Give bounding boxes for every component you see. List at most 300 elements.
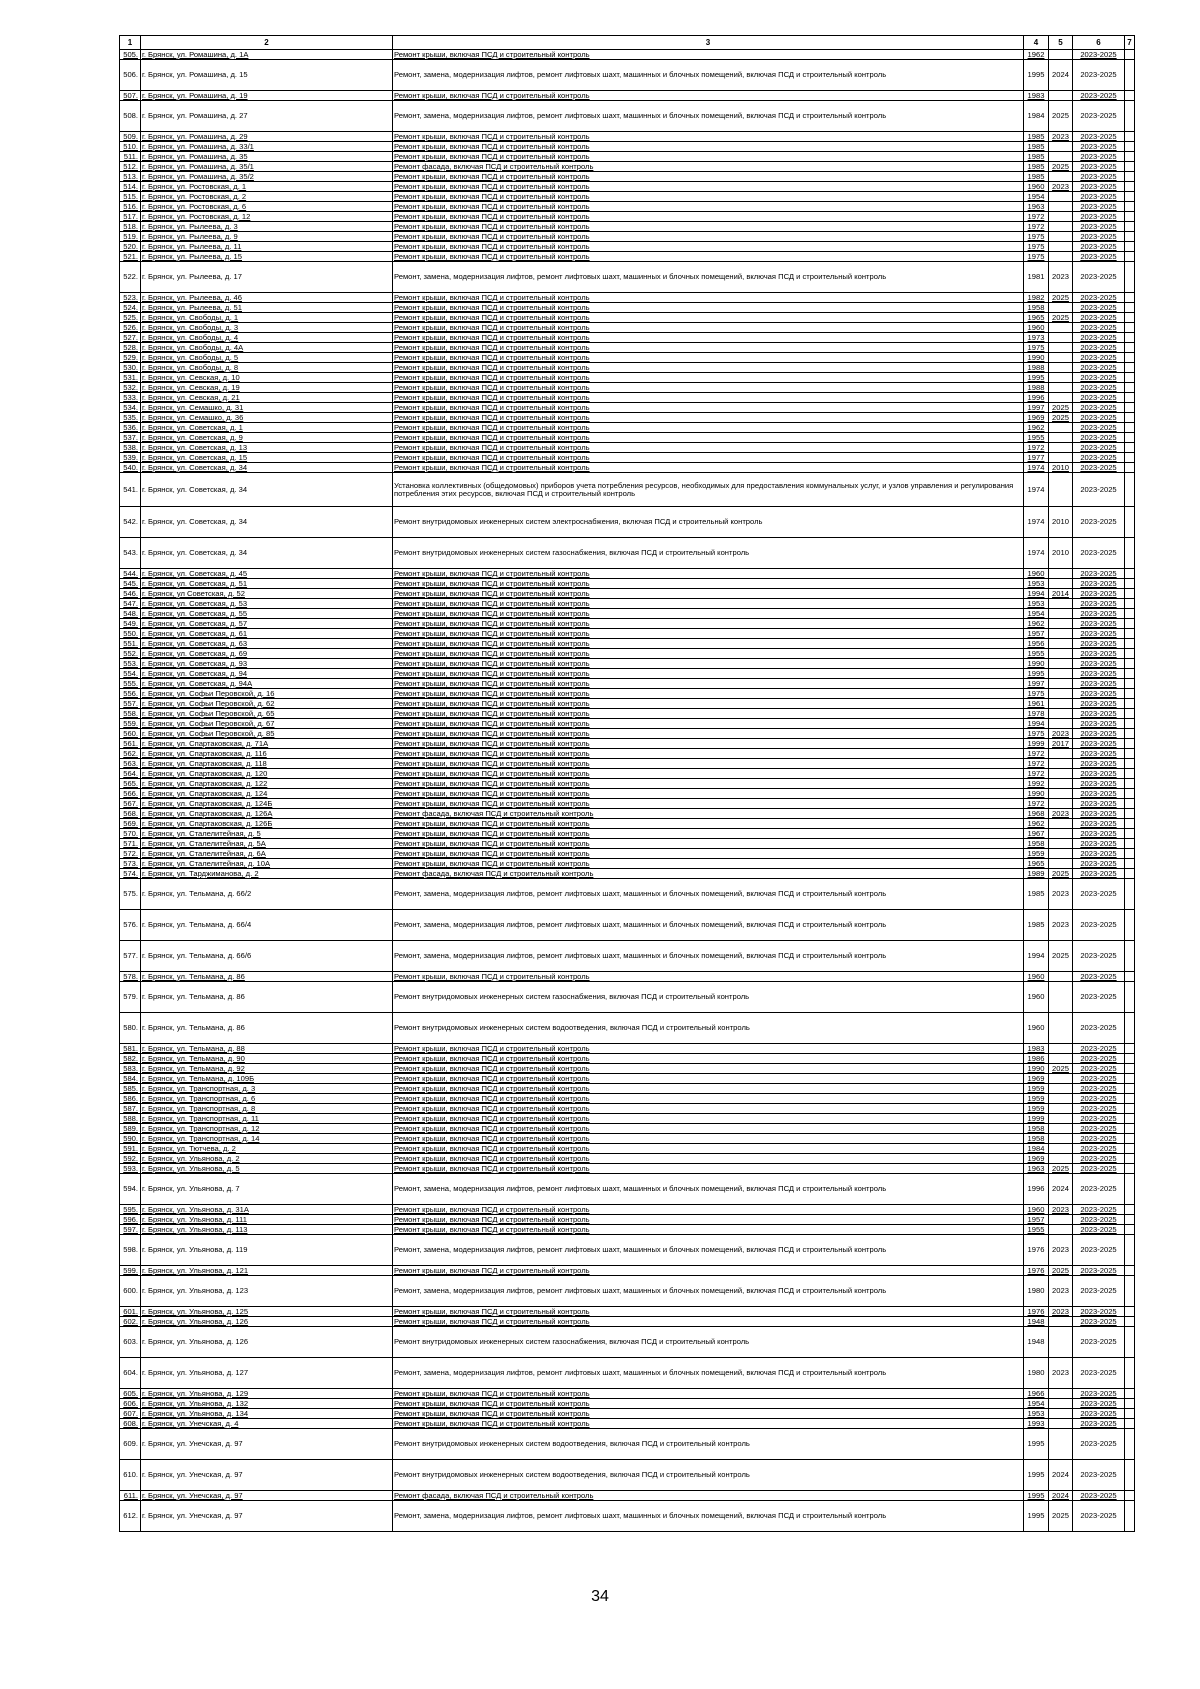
planned-period: 2023-2025	[1073, 1358, 1125, 1389]
address: г. Брянск, ул. Унечская, д. 4	[141, 1419, 393, 1429]
work-type: Ремонт крыши, включая ПСД и строительный контроль	[393, 252, 1024, 262]
year-last-repair: 2025	[1049, 101, 1073, 132]
table-row	[120, 1429, 1135, 1460]
year-last-repair	[1049, 152, 1073, 162]
note	[1125, 569, 1135, 579]
year-built: 1969	[1024, 413, 1049, 423]
work-type: Ремонт крыши, включая ПСД и строительный контроль	[393, 403, 1024, 413]
planned-period: 2023-2025	[1073, 809, 1125, 819]
address: г. Брянск, ул. Советская, д. 15	[141, 453, 393, 463]
planned-period: 2023-2025	[1073, 689, 1125, 699]
row-number: 588.	[120, 1114, 141, 1124]
planned-period: 2023-2025	[1073, 333, 1125, 343]
planned-period: 2023-2025	[1073, 1164, 1125, 1174]
planned-period: 2023-2025	[1073, 262, 1125, 293]
planned-period: 2023-2025	[1073, 1044, 1125, 1054]
year-last-repair	[1049, 91, 1073, 101]
table-row	[120, 91, 1135, 101]
year-built: 1986	[1024, 1054, 1049, 1064]
year-built: 1957	[1024, 629, 1049, 639]
year-last-repair: 2023	[1049, 132, 1073, 142]
planned-period: 2023-2025	[1073, 303, 1125, 313]
note	[1125, 142, 1135, 152]
year-last-repair	[1049, 1215, 1073, 1225]
year-last-repair	[1049, 1144, 1073, 1154]
table-row	[120, 579, 1135, 589]
address: г. Брянск, ул. Свободы, д. 4А	[141, 343, 393, 353]
note	[1125, 819, 1135, 829]
planned-period: 2023-2025	[1073, 910, 1125, 941]
year-built: 1963	[1024, 1164, 1049, 1174]
table-row	[120, 941, 1135, 972]
work-type: Ремонт фасада, включая ПСД и строительный контроль	[393, 1491, 1024, 1501]
year-built: 1975	[1024, 252, 1049, 262]
year-built: 1995	[1024, 669, 1049, 679]
note	[1125, 1104, 1135, 1114]
work-type: Ремонт крыши, включая ПСД и строительный контроль	[393, 829, 1024, 839]
address: г. Брянск, ул. Советская, д. 51	[141, 579, 393, 589]
table-row	[120, 982, 1135, 1013]
year-built: 1972	[1024, 769, 1049, 779]
table-row	[120, 1164, 1135, 1174]
note	[1125, 1064, 1135, 1074]
year-last-repair: 2023	[1049, 879, 1073, 910]
table-row	[120, 60, 1135, 91]
planned-period: 2023-2025	[1073, 1104, 1125, 1114]
address: г. Брянск, ул. Сталелитейная, д. 5А	[141, 839, 393, 849]
year-last-repair	[1049, 1104, 1073, 1114]
year-built: 1995	[1024, 1429, 1049, 1460]
note	[1125, 619, 1135, 629]
year-built: 1994	[1024, 941, 1049, 972]
planned-period: 2023-2025	[1073, 1144, 1125, 1154]
row-number: 568.	[120, 809, 141, 819]
work-type: Ремонт крыши, включая ПСД и строительный контроль	[393, 383, 1024, 393]
year-last-repair: 2025	[1049, 413, 1073, 423]
work-type: Ремонт крыши, включая ПСД и строительный контроль	[393, 202, 1024, 212]
year-last-repair: 2024	[1049, 60, 1073, 91]
year-built: 1995	[1024, 60, 1049, 91]
year-built: 1995	[1024, 1491, 1049, 1501]
address: г. Брянск, ул. Спартаковская, д. 71А	[141, 739, 393, 749]
work-type: Ремонт крыши, включая ПСД и строительный контроль	[393, 839, 1024, 849]
work-type: Ремонт, замена, модернизация лифтов, ремонт лифтовых шахт, машинных и блочных помещений, включая ПСД и строительный контроль	[393, 1276, 1024, 1307]
work-type: Ремонт крыши, включая ПСД и строительный контроль	[393, 1225, 1024, 1235]
address: г. Брянск, ул. Ульянова, д. 31А	[141, 1205, 393, 1215]
address: г. Брянск, ул. Транспортная, д. 12	[141, 1124, 393, 1134]
row-number: 534.	[120, 403, 141, 413]
table-row	[120, 433, 1135, 443]
column-header: 3	[393, 36, 1024, 50]
address: г. Брянск, ул. Ульянова, д. 5	[141, 1164, 393, 1174]
year-last-repair: 2023	[1049, 1307, 1073, 1317]
year-built: 1985	[1024, 910, 1049, 941]
row-number: 522.	[120, 262, 141, 293]
work-type: Ремонт крыши, включая ПСД и строительный контроль	[393, 1134, 1024, 1144]
planned-period: 2023-2025	[1073, 1419, 1125, 1429]
year-last-repair	[1049, 443, 1073, 453]
year-built: 1981	[1024, 262, 1049, 293]
note	[1125, 1074, 1135, 1084]
note	[1125, 1501, 1135, 1532]
note	[1125, 799, 1135, 809]
year-built: 1959	[1024, 1084, 1049, 1094]
address: г. Брянск, ул. Севская, д. 10	[141, 373, 393, 383]
address: г. Брянск, ул. Транспортная, д. 6	[141, 1094, 393, 1104]
note	[1125, 1491, 1135, 1501]
note	[1125, 1094, 1135, 1104]
work-type: Ремонт крыши, включая ПСД и строительный контроль	[393, 433, 1024, 443]
column-header: 6	[1073, 36, 1125, 50]
table-row	[120, 1317, 1135, 1327]
year-last-repair	[1049, 619, 1073, 629]
year-built: 1958	[1024, 1124, 1049, 1134]
note	[1125, 343, 1135, 353]
note	[1125, 1174, 1135, 1205]
planned-period: 2023-2025	[1073, 1307, 1125, 1317]
row-number: 542.	[120, 507, 141, 538]
address: г. Брянск, ул. Советская, д. 34	[141, 507, 393, 538]
row-number: 519.	[120, 232, 141, 242]
work-type: Ремонт крыши, включая ПСД и строительный контроль	[393, 1084, 1024, 1094]
row-number: 572.	[120, 849, 141, 859]
year-last-repair	[1049, 1419, 1073, 1429]
address: г. Брянск, ул. Советская, д. 34	[141, 473, 393, 507]
work-type: Ремонт, замена, модернизация лифтов, ремонт лифтовых шахт, машинных и блочных помещений, включая ПСД и строительный контроль	[393, 1174, 1024, 1205]
address: г. Брянск, ул. Ростовская, д. 12	[141, 212, 393, 222]
year-last-repair: 2023	[1049, 809, 1073, 819]
work-type: Ремонт, замена, модернизация лифтов, ремонт лифтовых шахт, машинных и блочных помещений, включая ПСД и строительный контроль	[393, 879, 1024, 910]
note	[1125, 869, 1135, 879]
year-built: 1965	[1024, 859, 1049, 869]
table-row	[120, 1054, 1135, 1064]
planned-period: 2023-2025	[1073, 589, 1125, 599]
year-built: 1958	[1024, 839, 1049, 849]
address: г. Брянск, ул. Свободы, д. 4	[141, 333, 393, 343]
year-last-repair	[1049, 383, 1073, 393]
year-built: 1996	[1024, 1174, 1049, 1205]
table-body	[120, 50, 1135, 1532]
planned-period: 2023-2025	[1073, 91, 1125, 101]
work-type: Ремонт крыши, включая ПСД и строительный контроль	[393, 699, 1024, 709]
year-built: 1955	[1024, 1225, 1049, 1235]
year-last-repair: 2023	[1049, 910, 1073, 941]
note	[1125, 413, 1135, 423]
note	[1125, 769, 1135, 779]
row-number: 516.	[120, 202, 141, 212]
address: г. Брянск, ул. Советская, д. 94А	[141, 679, 393, 689]
year-last-repair: 2023	[1049, 1276, 1073, 1307]
note	[1125, 579, 1135, 589]
address: г. Брянск, ул. Тельмана, д. 88	[141, 1044, 393, 1054]
year-built: 1973	[1024, 333, 1049, 343]
table-row	[120, 172, 1135, 182]
row-number: 591.	[120, 1144, 141, 1154]
work-type: Ремонт крыши, включая ПСД и строительный контроль	[393, 1399, 1024, 1409]
planned-period: 2023-2025	[1073, 1215, 1125, 1225]
work-type: Ремонт крыши, включая ПСД и строительный контроль	[393, 659, 1024, 669]
row-number: 536.	[120, 423, 141, 433]
table-row	[120, 383, 1135, 393]
note	[1125, 879, 1135, 910]
table-row	[120, 142, 1135, 152]
year-last-repair: 2023	[1049, 1205, 1073, 1215]
work-type: Ремонт крыши, включая ПСД и строительный контроль	[393, 719, 1024, 729]
note	[1125, 443, 1135, 453]
row-number: 560.	[120, 729, 141, 739]
year-last-repair	[1049, 839, 1073, 849]
table-row	[120, 1235, 1135, 1266]
row-number: 566.	[120, 789, 141, 799]
work-type: Ремонт крыши, включая ПСД и строительный контроль	[393, 789, 1024, 799]
note	[1125, 859, 1135, 869]
year-last-repair	[1049, 172, 1073, 182]
note	[1125, 1327, 1135, 1358]
planned-period: 2023-2025	[1073, 609, 1125, 619]
row-number: 592.	[120, 1154, 141, 1164]
year-built: 1960	[1024, 569, 1049, 579]
row-number: 505.	[120, 50, 141, 60]
year-last-repair: 2025	[1049, 313, 1073, 323]
planned-period: 2023-2025	[1073, 473, 1125, 507]
year-last-repair	[1049, 789, 1073, 799]
table-row	[120, 689, 1135, 699]
year-built: 1989	[1024, 869, 1049, 879]
address: г. Брянск, ул. Советская, д. 34	[141, 463, 393, 473]
planned-period: 2023-2025	[1073, 769, 1125, 779]
work-type: Ремонт, замена, модернизация лифтов, ремонт лифтовых шахт, машинных и блочных помещений, включая ПСД и строительный контроль	[393, 101, 1024, 132]
planned-period: 2023-2025	[1073, 749, 1125, 759]
address: г. Брянск, ул. Тельмана, д. 66/4	[141, 910, 393, 941]
year-last-repair	[1049, 759, 1073, 769]
row-number: 521.	[120, 252, 141, 262]
address: г. Брянск, ул. Советская, д. 53	[141, 599, 393, 609]
row-number: 526.	[120, 323, 141, 333]
work-type: Ремонт крыши, включая ПСД и строительный контроль	[393, 849, 1024, 859]
table-row	[120, 403, 1135, 413]
planned-period: 2023-2025	[1073, 393, 1125, 403]
year-built: 1974	[1024, 538, 1049, 569]
year-last-repair: 2025	[1049, 1164, 1073, 1174]
row-number: 507.	[120, 91, 141, 101]
table-row	[120, 679, 1135, 689]
year-built: 1955	[1024, 649, 1049, 659]
row-number: 563.	[120, 759, 141, 769]
year-last-repair	[1049, 1134, 1073, 1144]
table-row	[120, 669, 1135, 679]
planned-period: 2023-2025	[1073, 453, 1125, 463]
row-number: 517.	[120, 212, 141, 222]
row-number: 543.	[120, 538, 141, 569]
work-type: Ремонт крыши, включая ПСД и строительный контроль	[393, 769, 1024, 779]
year-built: 1955	[1024, 433, 1049, 443]
year-built: 1962	[1024, 619, 1049, 629]
table-row	[120, 1358, 1135, 1389]
note	[1125, 353, 1135, 363]
address: г. Брянск, ул. Свободы, д. 8	[141, 363, 393, 373]
planned-period: 2023-2025	[1073, 323, 1125, 333]
work-type: Ремонт крыши, включая ПСД и строительный контроль	[393, 1154, 1024, 1164]
year-last-repair	[1049, 849, 1073, 859]
year-last-repair	[1049, 829, 1073, 839]
note	[1125, 1205, 1135, 1215]
work-type: Ремонт крыши, включая ПСД и строительный контроль	[393, 629, 1024, 639]
planned-period: 2023-2025	[1073, 941, 1125, 972]
planned-period: 2023-2025	[1073, 1094, 1125, 1104]
note	[1125, 709, 1135, 719]
address: г. Брянск, ул. Рылеева, д. 17	[141, 262, 393, 293]
note	[1125, 202, 1135, 212]
planned-period: 2023-2025	[1073, 1013, 1125, 1044]
work-type: Ремонт, замена, модернизация лифтов, ремонт лифтовых шахт, машинных и блочных помещений, включая ПСД и строительный контроль	[393, 60, 1024, 91]
note	[1125, 507, 1135, 538]
planned-period: 2023-2025	[1073, 212, 1125, 222]
year-last-repair	[1049, 423, 1073, 433]
year-built: 1988	[1024, 363, 1049, 373]
planned-period: 2023-2025	[1073, 182, 1125, 192]
work-type: Ремонт крыши, включая ПСД и строительный контроль	[393, 1114, 1024, 1124]
work-type: Ремонт крыши, включая ПСД и строительный контроль	[393, 1094, 1024, 1104]
work-type: Ремонт крыши, включая ПСД и строительный контроль	[393, 373, 1024, 383]
work-type: Ремонт, замена, модернизация лифтов, ремонт лифтовых шахт, машинных и блочных помещений, включая ПСД и строительный контроль	[393, 941, 1024, 972]
note	[1125, 972, 1135, 982]
year-built: 1972	[1024, 759, 1049, 769]
note	[1125, 393, 1135, 403]
year-last-repair	[1049, 579, 1073, 589]
table-row	[120, 162, 1135, 172]
note	[1125, 1235, 1135, 1266]
table-row	[120, 699, 1135, 709]
year-built: 1985	[1024, 172, 1049, 182]
note	[1125, 910, 1135, 941]
address: г. Брянск, ул. Тельмана, д. 66/2	[141, 879, 393, 910]
year-last-repair	[1049, 323, 1073, 333]
work-type: Ремонт крыши, включая ПСД и строительный контроль	[393, 1307, 1024, 1317]
note	[1125, 192, 1135, 202]
address: г. Брянск, ул. Софьи Перовской, д. 65	[141, 709, 393, 719]
table-row	[120, 1327, 1135, 1358]
note	[1125, 1124, 1135, 1134]
row-number: 608.	[120, 1419, 141, 1429]
address: г. Брянск, ул. Ромашина, д. 35	[141, 152, 393, 162]
table-row	[120, 1134, 1135, 1144]
work-type: Ремонт крыши, включая ПСД и строительный контроль	[393, 222, 1024, 232]
year-built: 1967	[1024, 829, 1049, 839]
note	[1125, 172, 1135, 182]
planned-period: 2023-2025	[1073, 619, 1125, 629]
table-row	[120, 759, 1135, 769]
address: г. Брянск, ул. Сталелитейная, д. 10А	[141, 859, 393, 869]
planned-period: 2023-2025	[1073, 569, 1125, 579]
table-row	[120, 473, 1135, 507]
year-last-repair	[1049, 639, 1073, 649]
note	[1125, 433, 1135, 443]
note	[1125, 212, 1135, 222]
planned-period: 2023-2025	[1073, 1054, 1125, 1064]
table-row	[120, 1084, 1135, 1094]
year-built: 1995	[1024, 1460, 1049, 1491]
table-row	[120, 619, 1135, 629]
year-built: 1994	[1024, 589, 1049, 599]
row-number: 532.	[120, 383, 141, 393]
table-row	[120, 719, 1135, 729]
year-built: 1963	[1024, 202, 1049, 212]
work-type: Ремонт крыши, включая ПСД и строительный контроль	[393, 182, 1024, 192]
address: г. Брянск, ул. Спартаковская, д. 120	[141, 769, 393, 779]
year-built: 1972	[1024, 799, 1049, 809]
year-built: 1972	[1024, 749, 1049, 759]
year-last-repair: 2010	[1049, 538, 1073, 569]
year-last-repair	[1049, 972, 1073, 982]
note	[1125, 1429, 1135, 1460]
work-type: Ремонт крыши, включая ПСД и строительный контроль	[393, 589, 1024, 599]
address: г. Брянск, ул. Ромашина, д. 19	[141, 91, 393, 101]
planned-period: 2023-2025	[1073, 538, 1125, 569]
address: г. Брянск, ул. Спартаковская, д. 118	[141, 759, 393, 769]
address: г. Брянск, ул. Советская, д. 34	[141, 538, 393, 569]
note	[1125, 1044, 1135, 1054]
row-number: 528.	[120, 343, 141, 353]
year-built: 1978	[1024, 709, 1049, 719]
address: г. Брянск, ул. Софьи Перовской, д. 62	[141, 699, 393, 709]
address: г. Брянск, ул. Тельмана, д. 90	[141, 1054, 393, 1064]
address: г. Брянск, ул. Ульянова, д. 119	[141, 1235, 393, 1266]
year-last-repair	[1049, 202, 1073, 212]
note	[1125, 1164, 1135, 1174]
work-type: Ремонт фасада, включая ПСД и строительный контроль	[393, 869, 1024, 879]
table-row	[120, 609, 1135, 619]
note	[1125, 1154, 1135, 1164]
year-built: 1996	[1024, 393, 1049, 403]
address: г. Брянск, ул. Ульянова, д. 7	[141, 1174, 393, 1205]
table-row	[120, 879, 1135, 910]
row-number: 545.	[120, 579, 141, 589]
work-type: Ремонт крыши, включая ПСД и строительный контроль	[393, 1266, 1024, 1276]
row-number: 603.	[120, 1327, 141, 1358]
address: г. Брянск, ул. Спартаковская, д. 124Б	[141, 799, 393, 809]
year-built: 1990	[1024, 789, 1049, 799]
row-number: 544.	[120, 569, 141, 579]
planned-period: 2023-2025	[1073, 132, 1125, 142]
row-number: 587.	[120, 1104, 141, 1114]
table-row	[120, 101, 1135, 132]
address: г. Брянск, ул. Советская, д. 63	[141, 639, 393, 649]
address: г. Брянск, ул. Унечская, д. 97	[141, 1429, 393, 1460]
note	[1125, 1399, 1135, 1409]
row-number: 547.	[120, 599, 141, 609]
table-row	[120, 1104, 1135, 1114]
table-row	[120, 242, 1135, 252]
year-built: 1959	[1024, 1094, 1049, 1104]
planned-period: 2023-2025	[1073, 202, 1125, 212]
table-row	[120, 1491, 1135, 1501]
year-last-repair	[1049, 343, 1073, 353]
year-last-repair: 2025	[1049, 1064, 1073, 1074]
work-type: Ремонт внутридомовых инженерных систем газоснабжения, включая ПСД и строительный контроль	[393, 538, 1024, 569]
note	[1125, 538, 1135, 569]
note	[1125, 1419, 1135, 1429]
row-number: 604.	[120, 1358, 141, 1389]
year-built: 1980	[1024, 1276, 1049, 1307]
year-last-repair	[1049, 222, 1073, 232]
year-last-repair	[1049, 303, 1073, 313]
note	[1125, 162, 1135, 172]
note	[1125, 809, 1135, 819]
planned-period: 2023-2025	[1073, 433, 1125, 443]
year-last-repair	[1049, 669, 1073, 679]
year-built: 1975	[1024, 689, 1049, 699]
address: г. Брянск, ул. Спартаковская, д. 116	[141, 749, 393, 759]
